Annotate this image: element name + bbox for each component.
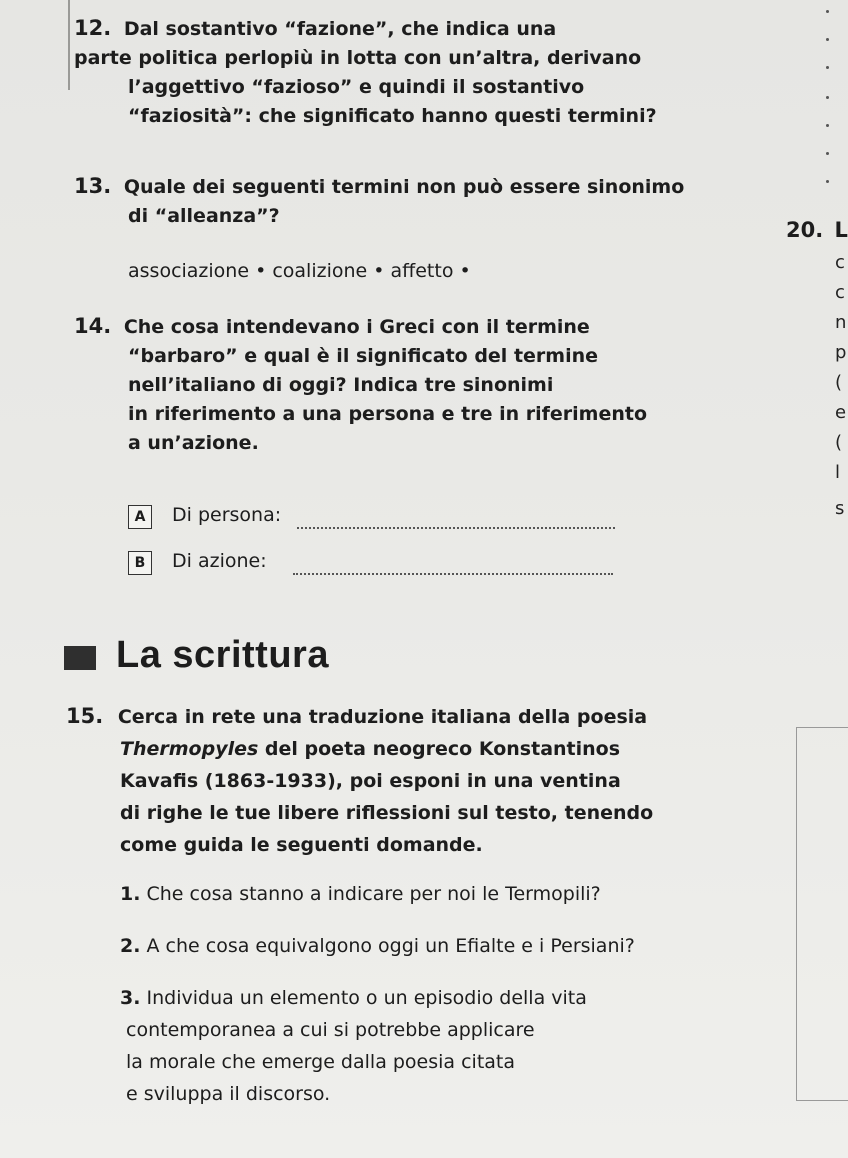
question-20-header: 20. L <box>786 218 848 242</box>
question-13 <box>74 172 684 231</box>
bullet-dot <box>826 10 829 13</box>
answer-letter: A <box>128 505 152 529</box>
question-text: Cerca in rete una traduzione italiana della poesia <box>117 706 648 728</box>
bullet-dot <box>826 124 829 127</box>
answer-row-a <box>128 504 615 529</box>
list-item: 3. Individua un elemento o un episodio della vita <box>120 987 587 1009</box>
page-edge <box>68 0 70 90</box>
partial-letter: s <box>835 498 845 519</box>
list-item-continuation: e sviluppa il discorso. <box>126 1083 331 1105</box>
bullet-dot <box>826 38 829 41</box>
section-marker-square <box>64 646 96 670</box>
question-text: in riferimento a una persona e tre in riferimento <box>128 403 648 425</box>
options-list: associazione • coalizione • affetto • <box>128 260 471 282</box>
list-item: 2. A che cosa equivalgono oggi un Efialte e i Persiani? <box>120 935 635 957</box>
poem-title: Thermopyles <box>120 738 259 760</box>
question-number: 14. <box>74 314 112 338</box>
partial-letter: ( <box>835 432 843 453</box>
question-text: Kavafis (1863-1933), poi esponi in una ventina <box>120 770 621 792</box>
bullet-dot <box>826 180 829 183</box>
question-text: nell’italiano di oggi? Indica tre sinonimi <box>128 374 554 396</box>
question-text: Quale dei seguenti termini non può essere sinonimo <box>123 176 685 198</box>
question-text: “barbaro” e qual è il significato del termine <box>128 345 598 367</box>
list-item-continuation: la morale che emerge dalla poesia citata <box>126 1051 516 1073</box>
list-item-continuation: contemporanea a cui si potrebbe applicare <box>126 1019 535 1041</box>
bullet-dot <box>826 96 829 99</box>
question-number: 12. <box>74 16 112 40</box>
question-text: di righe le tue libere riflessioni sul testo, tenendo <box>120 802 654 824</box>
partial-letter: c <box>835 282 845 303</box>
question-text-line2: Thermopyles del poeta neogreco Konstantinos <box>120 738 621 760</box>
answer-line[interactable] <box>293 557 613 575</box>
question-text: Che cosa intendevano i Greci con il termine <box>123 316 590 338</box>
question-text: di “alleanza”? <box>128 205 280 227</box>
question-text: “faziosità”: che significato hanno questi termini? <box>128 105 657 127</box>
answer-line[interactable] <box>297 511 615 529</box>
right-box-frame <box>796 727 848 1101</box>
section-title: La scrittura <box>116 634 329 676</box>
partial-letter: n <box>835 312 847 333</box>
question-number: 15. <box>66 704 104 728</box>
partial-letter: e <box>835 402 847 423</box>
partial-letter: ( <box>835 372 843 393</box>
bullet-dot <box>826 66 829 69</box>
answer-label: Di azione: <box>172 550 267 572</box>
question-14 <box>74 312 647 458</box>
answer-row-b <box>128 550 613 575</box>
guide-questions-list <box>120 878 635 1110</box>
question-text: come guida le seguenti domande. <box>120 834 483 856</box>
partial-letter: c <box>835 252 845 273</box>
bullet-dot <box>826 152 829 155</box>
partial-letter: p <box>835 342 847 363</box>
list-item: 1. Che cosa stanno a indicare per noi le Termopili? <box>120 883 601 905</box>
question-number: 13. <box>74 174 112 198</box>
question-15 <box>66 700 653 861</box>
question-12 <box>74 14 657 131</box>
question-text: parte politica perlopiù in lotta con un’altra, derivano <box>74 47 642 69</box>
answer-letter: B <box>128 551 152 575</box>
question-text: Dal sostantivo “fazione”, che indica una <box>123 18 557 40</box>
answer-label: Di persona: <box>172 504 282 526</box>
question-text: a un’azione. <box>128 432 259 454</box>
question-text: l’aggettivo “fazioso” e quindi il sostantivo <box>128 76 585 98</box>
partial-letter: l <box>835 462 841 483</box>
